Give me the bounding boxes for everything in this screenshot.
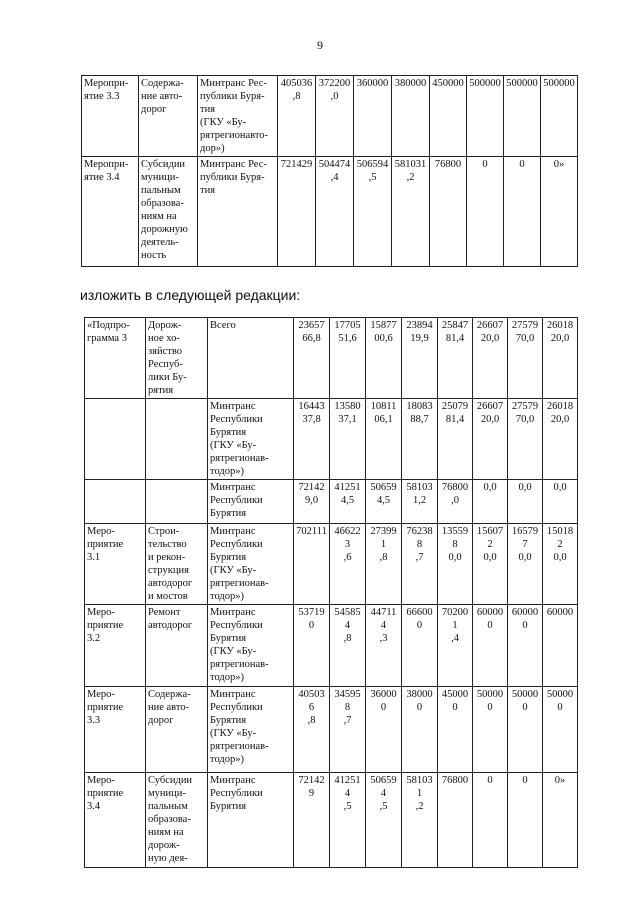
value-cell: 581031 ,2	[402, 773, 438, 868]
value-cell: 721429	[278, 157, 316, 267]
value-cell: 135598 0,0	[438, 524, 473, 605]
value-cell: 26018 20,0	[543, 318, 578, 399]
value-cell: 506594 ,5	[366, 773, 402, 868]
value-cell: 500000	[467, 76, 504, 157]
bottom-table	[84, 317, 578, 868]
value-cell: 58103 1,2	[402, 480, 438, 524]
table-row	[85, 399, 578, 480]
name-cell: Содержа- ние авто- дорог	[139, 76, 198, 157]
name-cell: Субсидии муници- пальным образова- ниям на дорожную деятель- ность	[139, 157, 198, 267]
name-cell	[146, 480, 208, 524]
value-cell: 0	[473, 773, 508, 868]
value-cell: 27579 70,0	[508, 399, 543, 480]
value-cell: 273991 ,8	[366, 524, 402, 605]
event-cell: Меро- приятие 3.4	[85, 773, 146, 868]
executor-cell: Минтранс Рес- публики Буря- тия	[198, 157, 278, 267]
value-cell: 0	[508, 773, 543, 868]
value-cell: 545854 ,8	[330, 605, 366, 687]
event-cell	[85, 399, 146, 480]
value-cell: 72142 9,0	[294, 480, 330, 524]
value-cell: 702111	[294, 524, 330, 605]
executor-cell: Всего	[208, 318, 294, 399]
value-cell: 156072 0,0	[473, 524, 508, 605]
executor-cell: Минтранс Республики Бурятия	[208, 480, 294, 524]
value-cell: 500000	[508, 687, 543, 773]
value-cell: 23657 66,8	[294, 318, 330, 399]
value-cell: 500000	[543, 687, 578, 773]
value-cell: 504474 ,4	[316, 157, 354, 267]
value-cell: 450000	[438, 687, 473, 773]
name-cell	[146, 399, 208, 480]
value-cell: 41251 4,5	[330, 480, 366, 524]
value-cell: 447114 ,3	[366, 605, 402, 687]
event-cell: Меро- приятие 3.1	[85, 524, 146, 605]
table-row	[85, 524, 578, 605]
value-cell: 500000	[473, 687, 508, 773]
name-cell: Ремонт автодорог	[146, 605, 208, 687]
value-cell: 25079 81,4	[438, 399, 473, 480]
value-cell: 76800	[438, 773, 473, 868]
value-cell: 0,0	[508, 480, 543, 524]
table-row	[85, 480, 578, 524]
value-cell: 412514 ,5	[330, 773, 366, 868]
name-cell: Содержа- ние авто- дорог	[146, 687, 208, 773]
executor-cell: Минтранс Рес- публики Буря- тия (ГКУ «Бу- рятрегионавто- дор»)	[198, 76, 278, 157]
value-cell: 76800	[430, 157, 467, 267]
value-cell: 405036 ,8	[294, 687, 330, 773]
value-cell: 0,0	[473, 480, 508, 524]
event-cell: «Подпро- грамма 3	[85, 318, 146, 399]
value-cell: 600000	[508, 605, 543, 687]
section-caption: изложить в следующей редакции:	[80, 287, 301, 303]
value-cell: 76800 ,0	[438, 480, 473, 524]
table-row	[85, 773, 578, 868]
table-row	[85, 687, 578, 773]
value-cell: 23894 19,9	[402, 318, 438, 399]
value-cell: 26607 20,0	[473, 399, 508, 480]
value-cell: 150182 0,0	[543, 524, 578, 605]
event-cell: Меро- приятие 3.3	[85, 687, 146, 773]
event-cell: Меро- приятие 3.2	[85, 605, 146, 687]
value-cell: 165797 0,0	[508, 524, 543, 605]
value-cell: 666000	[402, 605, 438, 687]
value-cell: 0»	[541, 157, 578, 267]
value-cell: 500000	[541, 76, 578, 157]
value-cell: 25847 81,4	[438, 318, 473, 399]
value-cell: 26018 20,0	[543, 399, 578, 480]
executor-cell: Минтранс Республики Бурятия (ГКУ «Бу- рятрегионав- тодор»)	[208, 605, 294, 687]
table-row	[82, 76, 578, 157]
value-cell: 26607 20,0	[473, 318, 508, 399]
value-cell: 0	[467, 157, 504, 267]
value-cell: 360000	[366, 687, 402, 773]
executor-cell: Минтранс Республики Бурятия (ГКУ «Бу- рятрегионав- тодор»)	[208, 399, 294, 480]
value-cell: 0	[504, 157, 541, 267]
value-cell: 27579 70,0	[508, 318, 543, 399]
value-cell: 345958 ,7	[330, 687, 366, 773]
event-cell: Меропри- ятие 3.4	[82, 157, 139, 267]
value-cell: 450000	[430, 76, 467, 157]
event-cell: Меропри- ятие 3.3	[82, 76, 139, 157]
executor-cell: Минтранс Республики Бурятия (ГКУ «Бу- рятрегионав- тодор»)	[208, 687, 294, 773]
value-cell: 762388 ,7	[402, 524, 438, 605]
top-table	[81, 75, 578, 267]
value-cell: 600000	[473, 605, 508, 687]
value-cell: 372200 ,0	[316, 76, 354, 157]
value-cell: 18083 88,7	[402, 399, 438, 480]
value-cell: 50659 4,5	[366, 480, 402, 524]
value-cell: 0,0	[543, 480, 578, 524]
executor-cell: Минтранс Республики Бурятия (ГКУ «Бу- рятрегионав- тодор»)	[208, 524, 294, 605]
value-cell: 380000	[402, 687, 438, 773]
table-row	[82, 157, 578, 267]
value-cell: 405036 ,8	[278, 76, 316, 157]
value-cell: 0»	[543, 773, 578, 868]
event-cell	[85, 480, 146, 524]
value-cell: 702001 ,4	[438, 605, 473, 687]
value-cell: 10811 06,1	[366, 399, 402, 480]
value-cell: 506594 ,5	[354, 157, 392, 267]
value-cell: 360000	[354, 76, 392, 157]
table-row	[85, 318, 578, 399]
value-cell: 13580 37,1	[330, 399, 366, 480]
name-cell: Дорож- ное хо- зяйство Респуб- лики Бу- рятия	[146, 318, 208, 399]
value-cell: 16443 37,8	[294, 399, 330, 480]
executor-cell: Минтранс Республики Бурятия	[208, 773, 294, 868]
name-cell: Строи- тельство и рекон- струкция автодорог и мостов	[146, 524, 208, 605]
name-cell: Субсидии муници- пальным образова- ниям на дорож- ную дея-	[146, 773, 208, 868]
value-cell: 15877 00,6	[366, 318, 402, 399]
value-cell: 537190	[294, 605, 330, 687]
page-number: 9	[317, 38, 323, 52]
value-cell: 721429	[294, 773, 330, 868]
value-cell: 466223 ,6	[330, 524, 366, 605]
value-cell: 380000	[392, 76, 430, 157]
value-cell: 17705 51,6	[330, 318, 366, 399]
table-row	[85, 605, 578, 687]
value-cell: 581031 ,2	[392, 157, 430, 267]
value-cell: 500000	[504, 76, 541, 157]
value-cell: 60000	[543, 605, 578, 687]
